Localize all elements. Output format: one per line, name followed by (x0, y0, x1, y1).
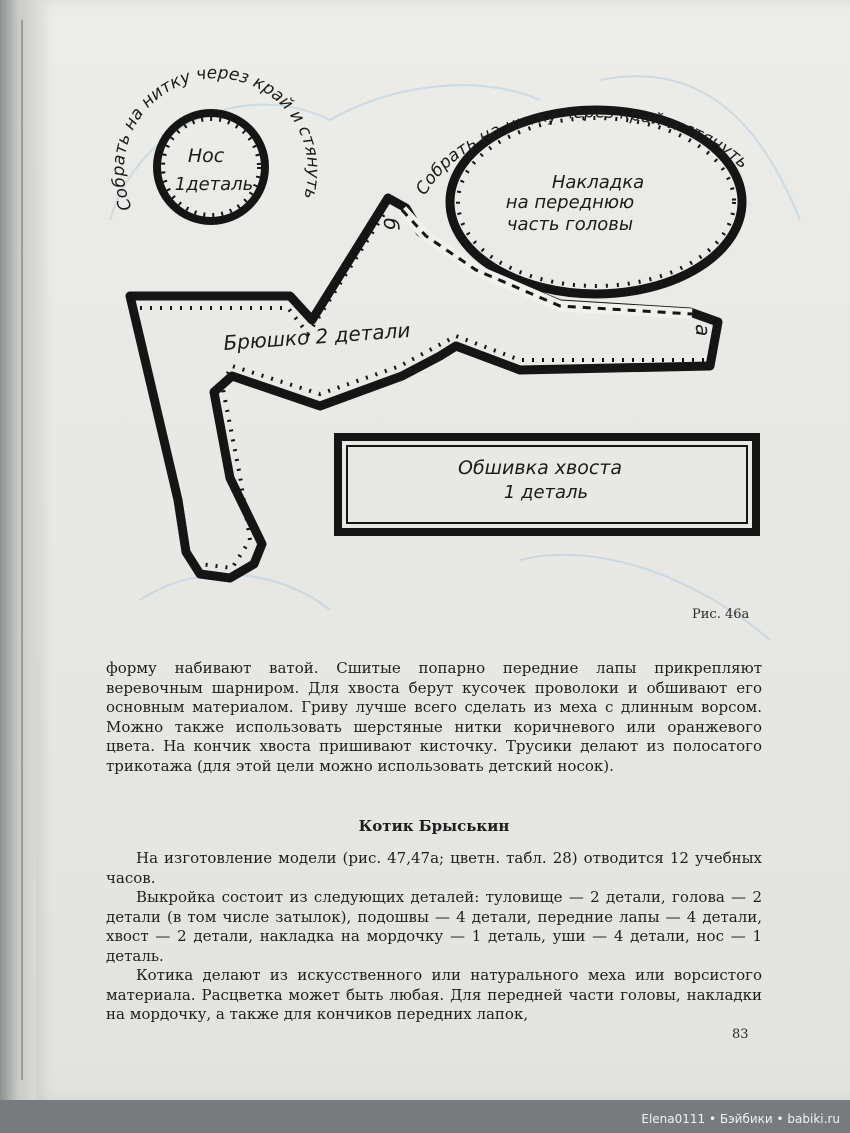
tail-label-line2: 1 деталь (503, 482, 589, 503)
belly-piece (130, 198, 718, 578)
overlay-instruction-curved: Собрать на нитку через край и стянуть (412, 102, 753, 199)
nose-label-line1: Нос (187, 145, 225, 167)
paragraph-1: форму набивают ватой. Сшитые попарно передние лапы прикрепляют веревочным шарниром. Для хвоста берут кусочек проволоки и обшивают его основным материалом. Гриву лучше всего сделать из меха с длинным ворсом. Можно также использовать шерстяные нитки коричневого или оранжевого цвета. На кончик хвоста пришивают кисточку. Трусики делают из полосатого трикотажа (для этой цели можно использовать детский носок). (106, 659, 762, 775)
overlay-label-line1: Накладка (551, 172, 645, 193)
nose-instruction-curved: Собрать на нитку через край и стянуть (108, 63, 324, 214)
marker-b: б (379, 218, 403, 231)
tail-label-line1: Обшивка хвоста (458, 457, 622, 479)
paragraph-4: Котика делают из искусственного или натурального меха или ворсистого материала. Расцветка может быть любая. Для передней части головы, накладки на мордочку, а также для кончиков передних лапок, (106, 966, 762, 1023)
marker-a: а (691, 324, 715, 337)
overlay-label-line2: на переднюю (505, 192, 635, 213)
figure-caption: Рис. 46а (692, 607, 750, 622)
overlay-label-line3: часть головы (506, 214, 634, 235)
paragraph-2: На изготовление модели (рис. 47,47а; цветн. табл. 28) отводится 12 учебных часов. (106, 849, 762, 887)
paragraph-3: Выкройка состоит из следующих деталей: туловище — 2 детали, голова — 2 детали (в том числе затылок), подошвы — 4 детали, передние лапы — 4 детали, хвост — 2 детали, накладка на мордочку — 1 деталь, уши — 4 детали, нос — 1 деталь. (106, 888, 762, 965)
watermark: Elena0111 • Бэйбики • babiki.ru (641, 1112, 840, 1126)
tail-cover-piece (338, 437, 756, 532)
section-heading: Котик Брыськин (358, 817, 510, 835)
nose-label-line2: 1деталь (174, 174, 254, 195)
page-number: 83 (732, 1027, 749, 1042)
belly-label: Брюшко 2 детали (222, 317, 412, 355)
nose-piece (157, 113, 265, 221)
